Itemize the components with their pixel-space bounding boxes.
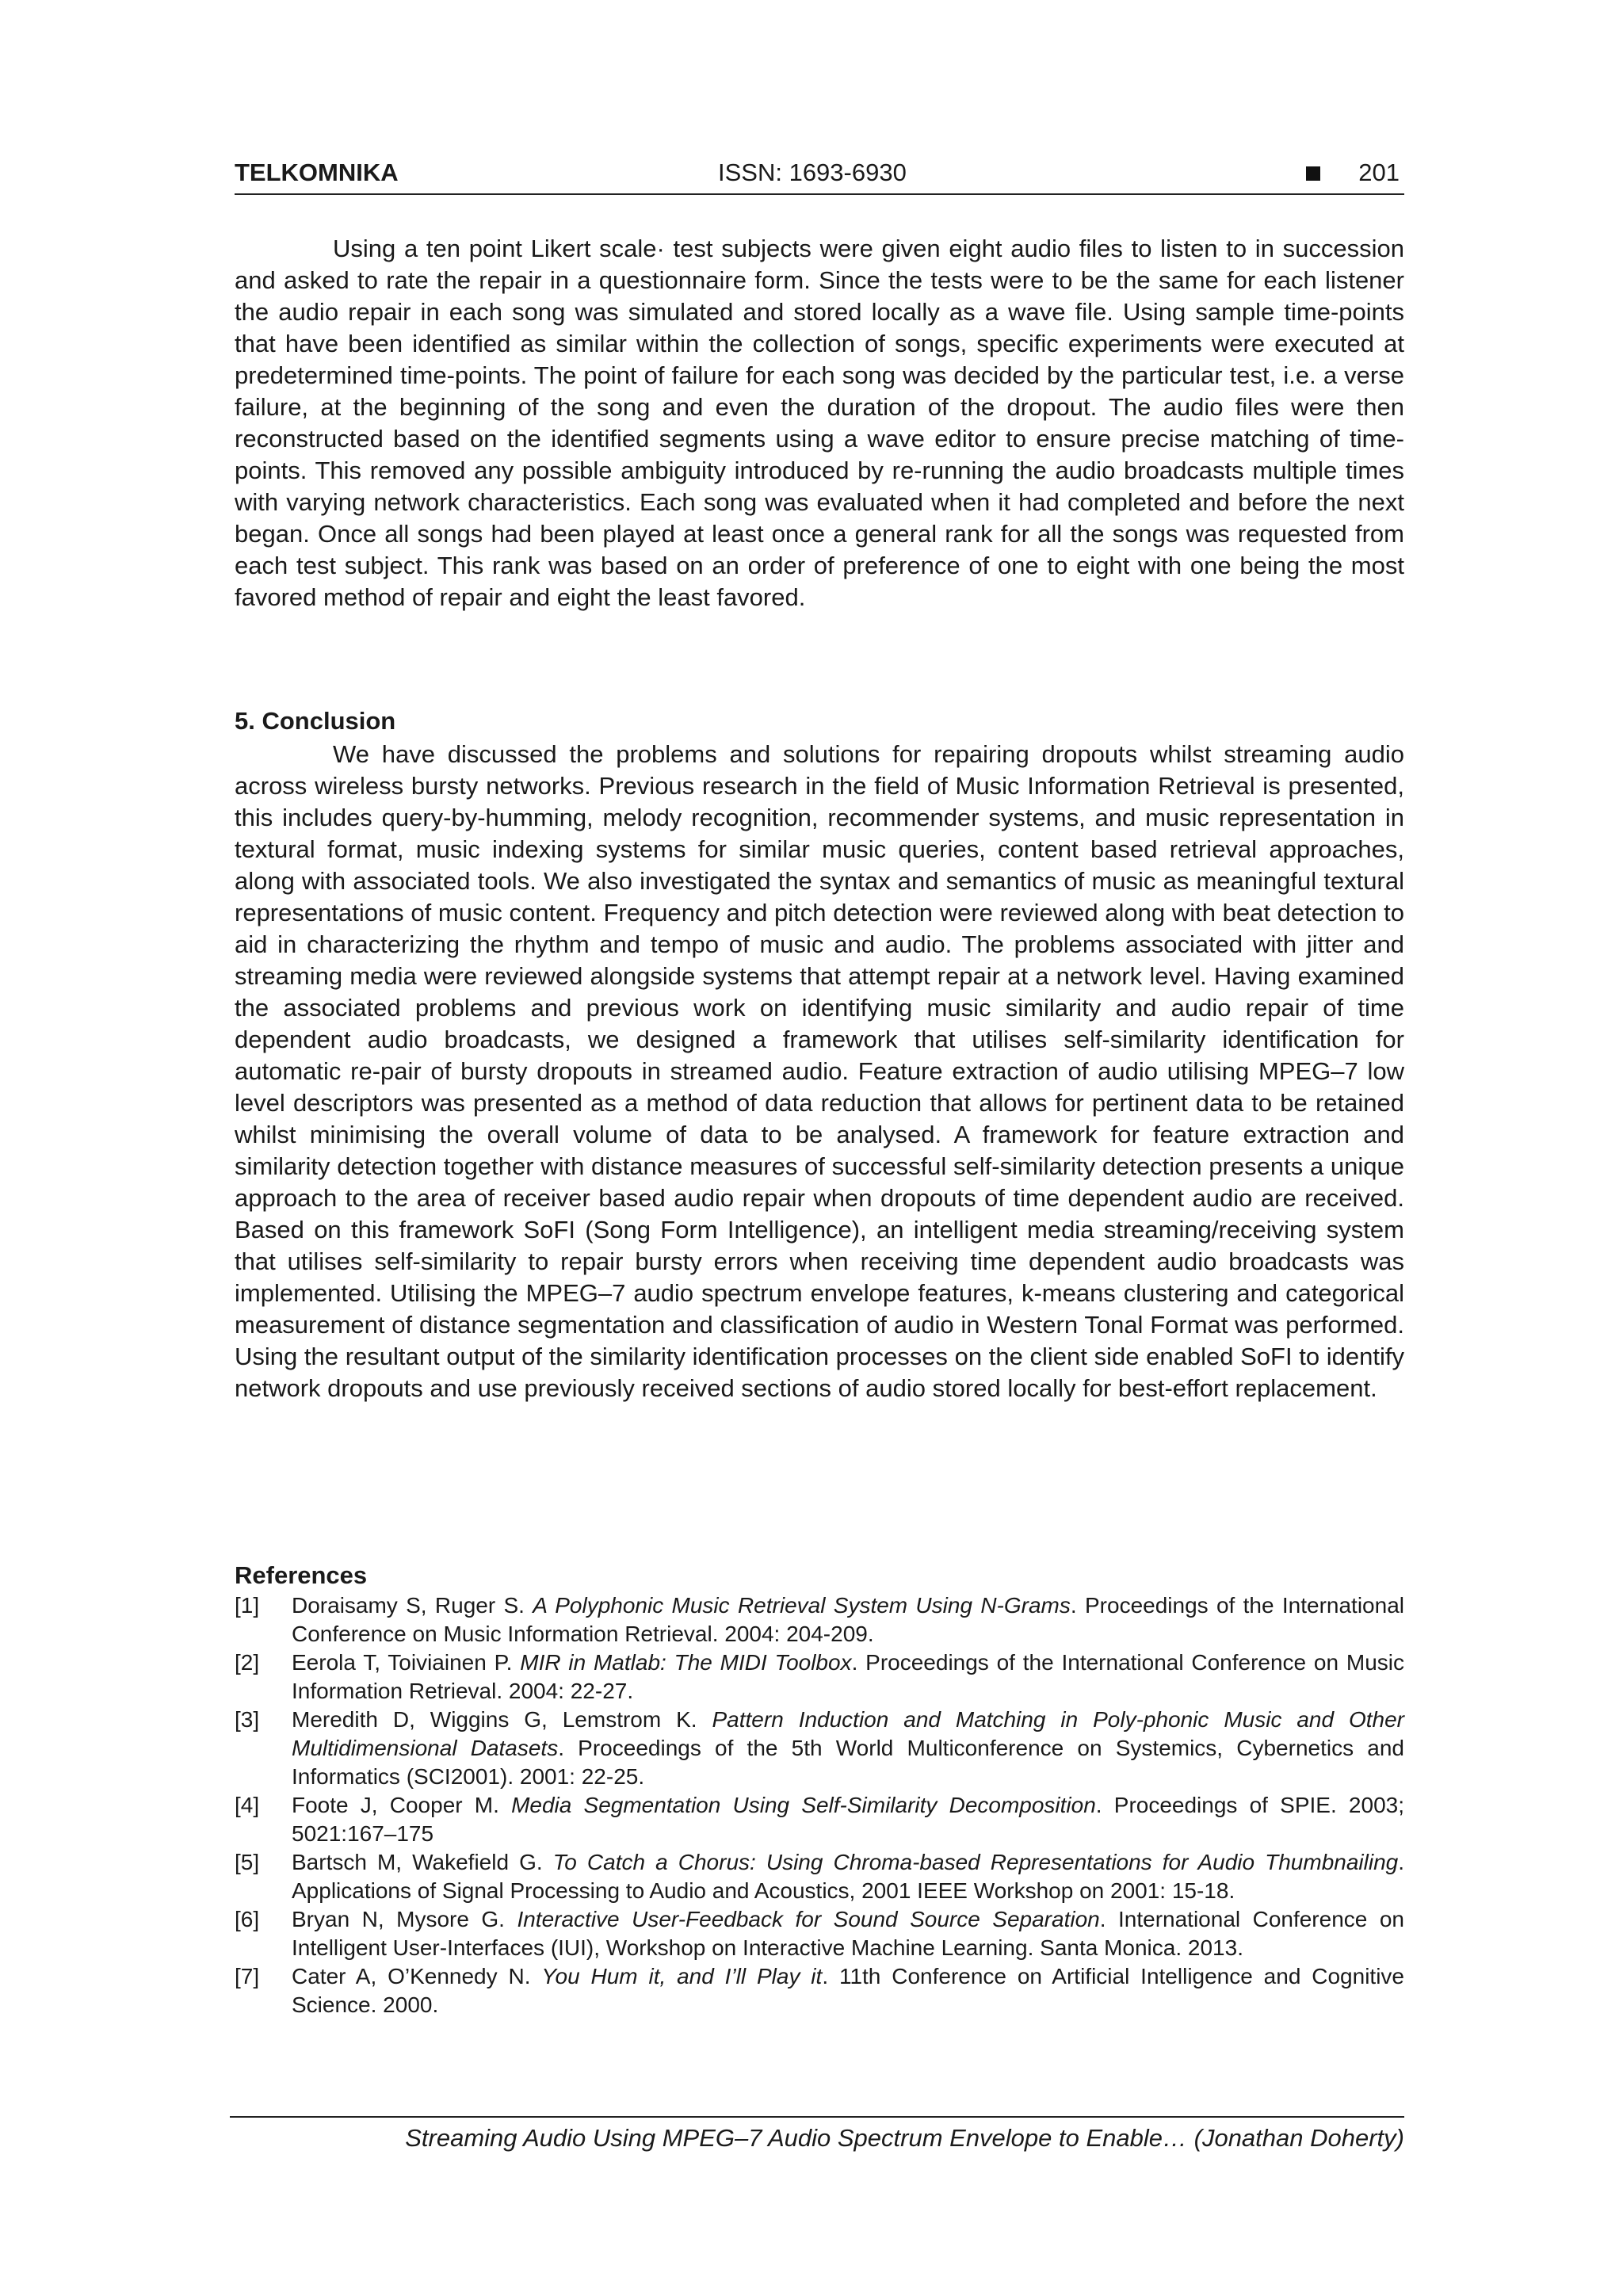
reference-authors: Meredith D, Wiggins G, Lemstrom K. xyxy=(292,1707,712,1732)
reference-number: [4] xyxy=(235,1793,260,1817)
section-title-conclusion: 5. Conclusion xyxy=(235,707,396,735)
reference-item xyxy=(235,1848,1404,1905)
reference-authors: Cater A, O’Kennedy N. xyxy=(292,1964,542,1988)
reference-authors: Bryan N, Mysore G. xyxy=(292,1907,517,1931)
square-bullet-icon xyxy=(1306,166,1320,181)
reference-number: [2] xyxy=(235,1650,260,1675)
page-number: 201 xyxy=(1358,159,1400,186)
reference-number: [3] xyxy=(235,1707,260,1732)
reference-title: You Hum it, and I’ll Play it xyxy=(541,1964,823,1988)
references-list xyxy=(235,1591,1404,2019)
reference-details: . Proceedings of the International Conference on Music Information Retrieval. 2004: 22-27. xyxy=(292,1650,1404,1703)
issn: ISSN: 1693-6930 xyxy=(718,159,907,186)
reference-item xyxy=(235,1648,1404,1706)
journal-name: TELKOMNIKA xyxy=(235,159,399,186)
reference-item xyxy=(235,1962,1404,2019)
reference-title: A Polyphonic Music Retrieval System Using N-Grams xyxy=(533,1593,1071,1618)
reference-title: Media Segmentation Using Self-Similarity Decomposition xyxy=(511,1793,1096,1817)
reference-title: To Catch a Chorus: Using Chroma-based Representations for Audio Thumbnailing xyxy=(552,1850,1399,1874)
running-footer: Streaming Audio Using MPEG–7 Audio Spectrum Envelope to Enable… (Jonathan Doherty) xyxy=(405,2124,1404,2152)
reference-item xyxy=(235,1905,1404,1962)
reference-item xyxy=(235,1591,1404,1648)
reference-details: . Proceedings of SPIE. 2003; 5021:167–175 xyxy=(292,1793,1404,1846)
reference-authors: Bartsch M, Wakefield G. xyxy=(292,1850,553,1874)
footer-divider xyxy=(230,2116,1404,2118)
reference-details: . Proceedings of the 5th World Multiconference on Systemics, Cybernetics and Informatics (SCI2001). 2001: 22-25. xyxy=(292,1736,1404,1789)
reference-number: [1] xyxy=(235,1593,260,1618)
reference-authors: Doraisamy S, Ruger S. xyxy=(292,1593,533,1618)
reference-details: . Proceedings of the International Conference on Music Information Retrieval. 2004: 204-209. xyxy=(292,1593,1404,1646)
reference-authors: Eerola T, Toiviainen P. xyxy=(292,1650,521,1675)
page-header xyxy=(235,155,1404,195)
reference-title: MIR in Matlab: The MIDI Toolbox xyxy=(520,1650,852,1675)
reference-details: . 11th Conference on Artificial Intelligence and Cognitive Science. 2000. xyxy=(292,1964,1404,2017)
reference-authors: Foote J, Cooper M. xyxy=(292,1793,512,1817)
reference-item xyxy=(235,1791,1404,1848)
references-heading: References xyxy=(235,1561,368,1589)
reference-title: Pattern Induction and Matching in Poly-phonic Music and Other Multidimensional Datasets xyxy=(292,1707,1405,1760)
body-paragraph-conclusion: We have discussed the problems and solutions for repairing dropouts whilst streaming audio across wireless bursty networks. Previous research in the field of Music Information Retrieval is presented, this includes query-by-humming, melody recognition, recommender systems, and music representation in textural format, music indexing systems for similar music queries, content based retrieval approaches, along with associated tools. We also investigated the syntax and semantics of music as meaningful textural representations of music content. Frequency and pitch detection were reviewed along with beat detection to aid in characterizing the rhythm and tempo of music and audio. The problems associated with jitter and streaming media were reviewed alongside systems that attempt repair at a network level. Having examined the associated problems and previous work on identifying music similarity and audio repair of time dependent audio broadcasts, we designed a framework that utilises self-similarity identification for automatic re-pair of bursty dropouts in streamed audio. Feature extraction of audio utilising MPEG–7 low level descriptors was presented as a method of data reduction that allows for pertinent data to be retained whilst minimising the overall volume of data to be analysed. A framework for feature extraction and similarity detection together with distance measures of successful self-similarity detection presents a unique approach to the area of receiver based audio repair when dropouts of time dependent audio are received. Based on this framework SoFI (Song Form Intelligence), an intelligent media streaming/receiving system that utilises self-similarity to repair bursty errors when receiving time dependent audio broadcasts was implemented. Utilising the MPEG–7 audio spectrum envelope features, k-means clustering and categorical measurement of distance segmentation and classification of audio in Western Tonal Format was performed. Using the resultant output of the similarity identification processes on the client side enabled SoFI to identify network dropouts and use previously received sections of audio stored locally for best-effort replacement. xyxy=(235,740,1404,1402)
reference-item xyxy=(235,1706,1404,1791)
reference-number: [6] xyxy=(235,1907,260,1931)
reference-number: [5] xyxy=(235,1850,260,1874)
reference-title: Interactive User-Feedback for Sound Source Separation xyxy=(517,1907,1100,1931)
body-paragraph-1: Using a ten point Likert scale· test subjects were given eight audio files to listen to in succession and asked to rate the repair in a questionnaire form. Since the tests were to be the same for each listener the audio repair in each song was simulated and stored locally as a wave file. Using sample time-points that have been identified as similar within the collection of songs, specific experiments were executed at predetermined time-points. The point of failure for each song was decided by the particular test, i.e. a verse failure, at the beginning of the song and even the duration of the dropout. The audio files were then reconstructed based on the identified segments using a wave editor to ensure precise matching of time-points. This removed any possible ambiguity introduced by re-running the audio broadcasts multiple times with varying network characteristics. Each song was evaluated when it had completed and before the next began. Once all songs had been played at least once a general rank for all the songs was requested from each test subject. This rank was based on an order of preference of one to eight with one being the most favored method of repair and eight the least favored. xyxy=(235,235,1404,611)
reference-details: . International Conference on Intelligent User-Interfaces (IUI), Workshop on Interactive Machine Learning. Santa Monica. 2013. xyxy=(292,1907,1404,1960)
reference-number: [7] xyxy=(235,1964,260,1988)
reference-details: . Applications of Signal Processing to Audio and Acoustics, 2001 IEEE Workshop on 2001: 15-18. xyxy=(292,1850,1404,1903)
